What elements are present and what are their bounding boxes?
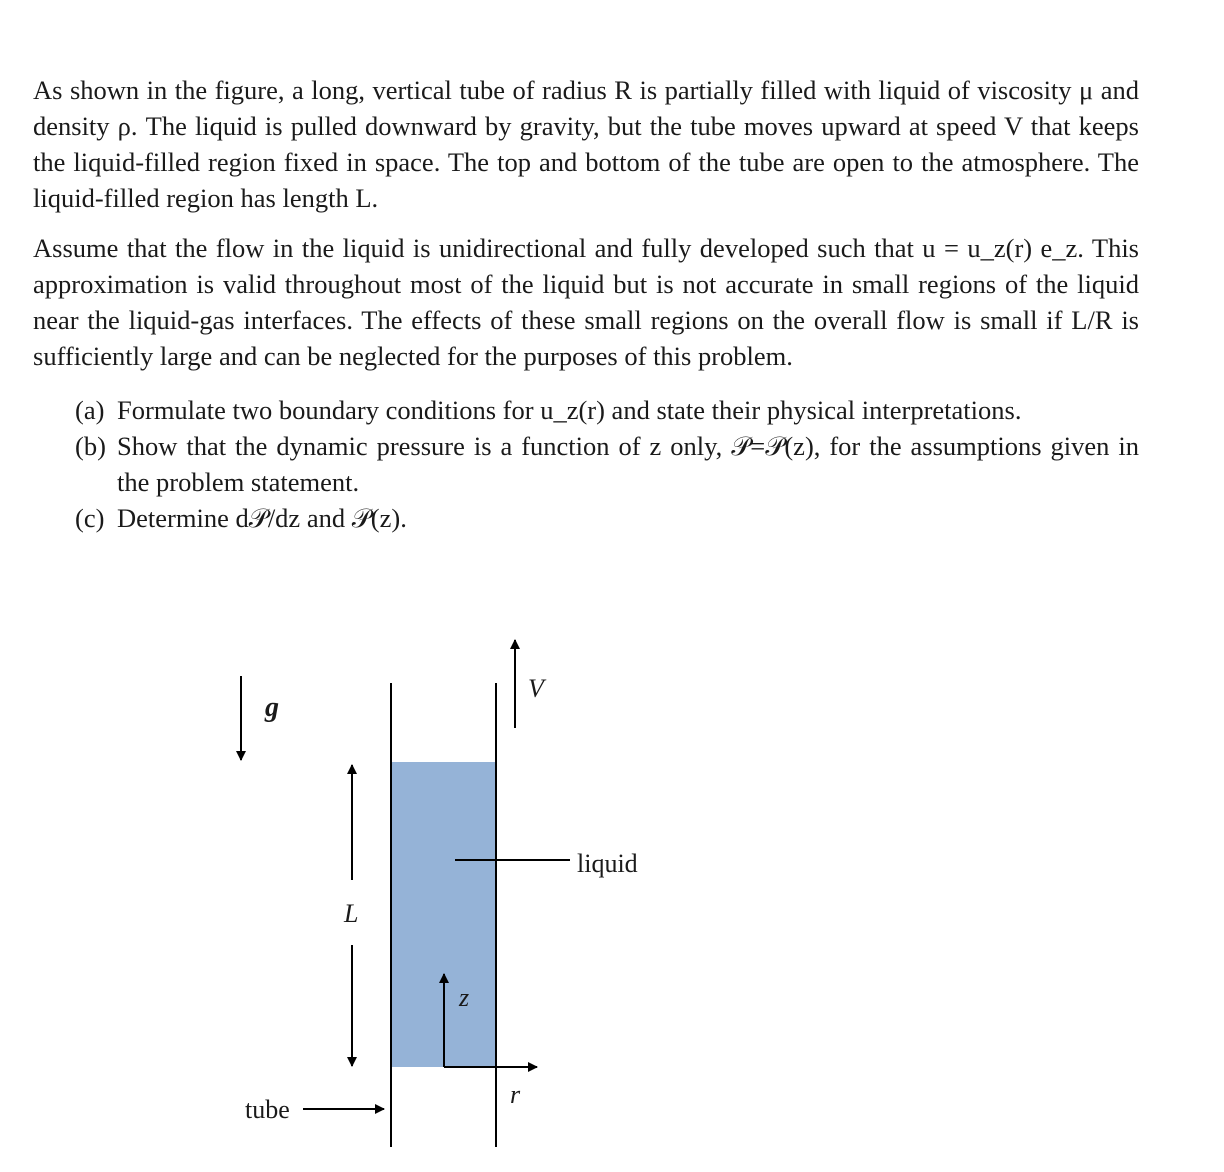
liquid-label: liquid [577,849,638,878]
r-axis-label: r [510,1080,521,1109]
part-text: Determine d𝒫/dz and 𝒫(z). [117,503,407,533]
paragraph-1: As shown in the figure, a long, vertical tube of radius R is partially filled with liquid of viscosity μ and density ρ. The liquid is pulled downward by gravity, but the tube moves upward at speed V that keeps the liquid-filled region fixed in space. The top and bottom of the tube are open to the atmosphere. The liquid-filled region has length L. [33,75,1139,213]
tube-label: tube [245,1095,290,1124]
part-label: (c) [75,503,105,533]
part-text: Show that the dynamic pressure is a function of z only, 𝒫=𝒫(z), for the assumptions given in the problem statement. [117,431,1139,497]
velocity-label: V [528,674,544,703]
part-text: Formulate two boundary conditions for u_z(r) and state their physical interpretations. [117,395,1022,425]
part-label: (a) [75,395,105,425]
gravity-label: g [265,692,279,723]
part-label: (b) [75,431,106,461]
z-axis-label: z [459,983,470,1012]
paragraph-2: Assume that the flow in the liquid is unidirectional and fully developed such that u = u_z(r) e_z. This approximation is valid throughout most of the liquid but is not accurate in small regions of the liquid near the liquid-gas interfaces. The effects of these small regions on the overall flow is small if L/R is sufficiently large and can be neglected for the purposes of this problem. [33,233,1139,371]
length-label: L [344,899,359,928]
